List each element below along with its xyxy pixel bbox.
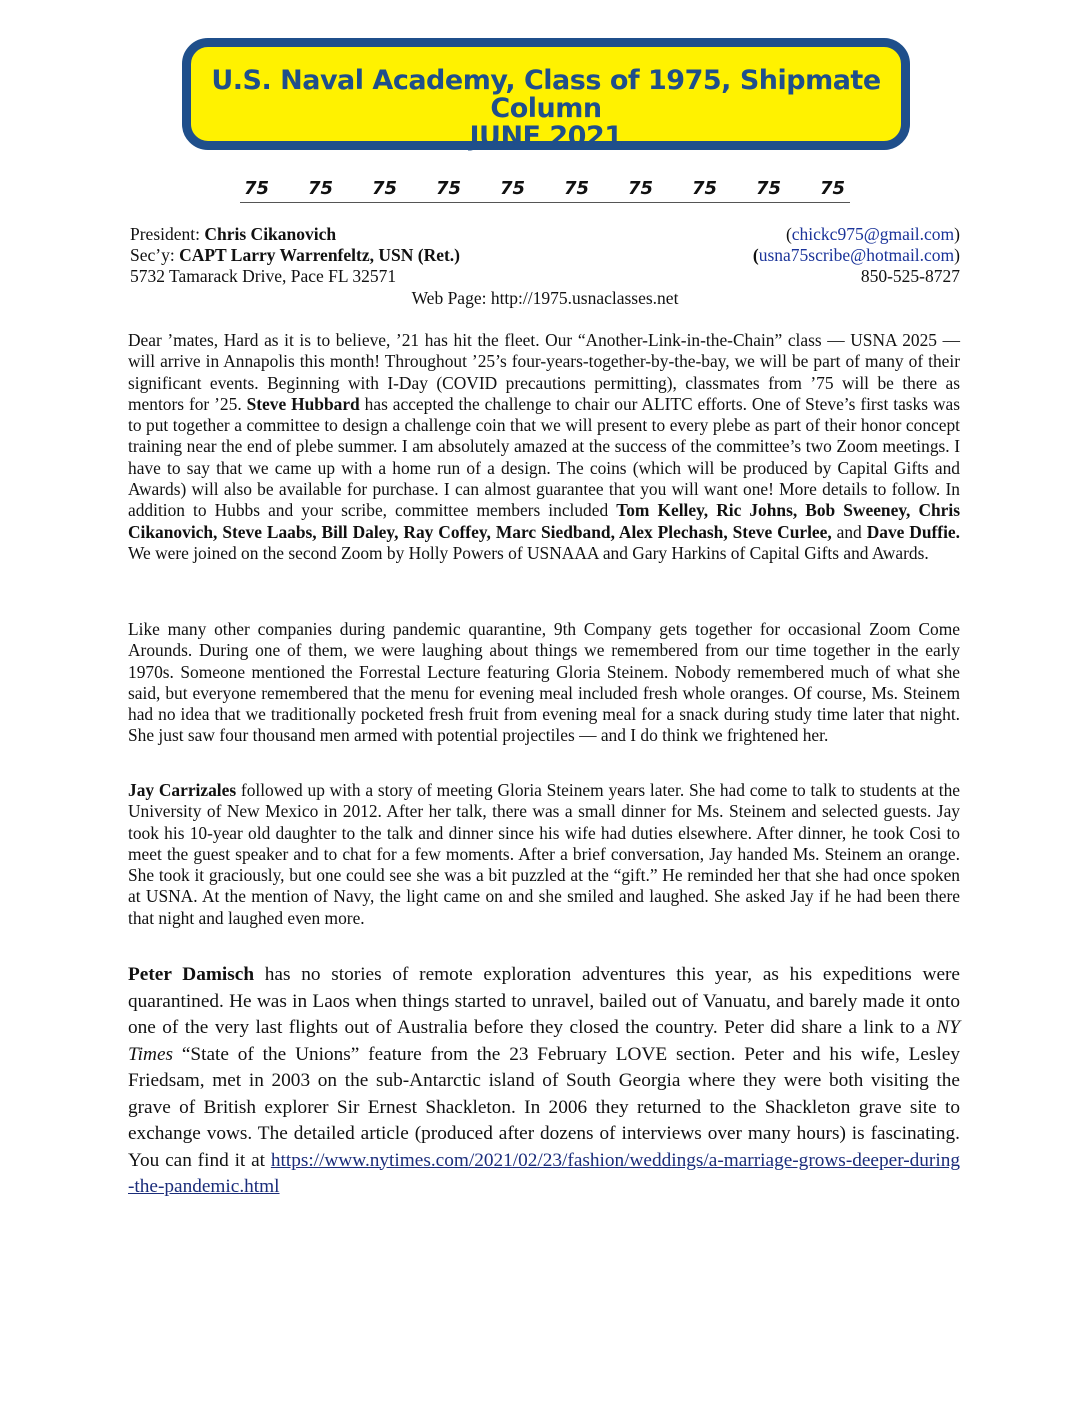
text-run: “State of the Unions” feature from the 23 February LOVE section. Peter and his wife, Lesley Friedsam, met in 2003 on the sub-Antarctic island of South Georgia where they were both visiting the grave of British explorer Sir Ernest Shackleton. In 2006 they returned to the Shackleton grave site to exchange vows. The detailed article (produced after dozens of interviews over many hours) is fascinating. You can find it at — [128, 1043, 960, 1171]
paragraph-alitc-committee — [128, 330, 960, 564]
phone-number: 850-525-8727 — [860, 266, 960, 286]
class-year-marker: 75 — [308, 178, 334, 199]
secretary-name: CAPT Larry Warrenfeltz, USN (Ret.) — [179, 245, 461, 265]
class-year-marker: 75 — [244, 178, 270, 199]
text-run: Dear ’mates, Hard as it is to believe, ’21 has hit the fleet. Our “Another-Link-in-the-Chain” class — USNA 2025 — will arrive in Annapolis this month! Throughout ’25’s four-years-together-by-the-bay, we will be part of many of their significant events. Beginning with I-Day (COVID precautions permitting), classmates from ’75 will be there as mentors for ’25. — [128, 330, 960, 414]
mailing-address: 5732 Tamarack Drive, Pace FL 32571 — [130, 266, 397, 286]
class-year-marker: 75 — [372, 178, 398, 199]
banner-date: JUNE 2021 — [469, 121, 623, 152]
banner-title: U.S. Naval Academy, Class of 1975, Shipmate Column — [211, 65, 881, 124]
class-year-marker: 75 — [628, 178, 654, 199]
class-year-marker: 75 — [436, 178, 462, 199]
address-line — [130, 266, 960, 287]
name-jay-carrizales: Jay Carrizales — [128, 780, 237, 800]
class-year-marker-row — [240, 178, 850, 203]
president-name: Chris Cikanovich — [204, 224, 337, 244]
committee-member-names: Tom Kelley, Ric Johns, Bob Sweeney, Chris Cikanovich, Steve Laabs, Bill Daley, Ray Coffey, Marc Siedband, Alex Plechash, Steve Curlee, — [128, 500, 960, 542]
president-label: President: — [130, 224, 205, 244]
text-run: has accepted the challenge to chair our ALITC efforts. One of Steve’s first tasks was to put together a committee to design a challenge coin that we will present to every plebe as part of their honor concept training near the end of plebe summer. I am absolutely amazed at the success of the committee’s two Zoom meetings. I have to say that we came up with a home run of a design. The coins (which will be produced by Capital Gifts and Awards) will also be available for purchase. I can almost guarantee that you will want one! More details to follow. In addition to Hubbs and your scribe, committee members included — [128, 393, 960, 521]
president-email-link[interactable]: chickc975@gmail.com — [791, 224, 955, 244]
class-year-marker: 75 — [500, 178, 526, 199]
paragraph-peter-damisch — [128, 962, 960, 1201]
name-peter-damisch: Peter Damisch — [128, 964, 255, 985]
secretary-email-link[interactable]: usna75scribe@hotmail.com — [758, 245, 955, 265]
nytimes-article-link[interactable]: https://www.nytimes.com/2021/02/23/fashion/weddings/a-marriage-grows-deeper-during-the-pandemic.html — [128, 1149, 960, 1197]
president-line — [130, 224, 960, 245]
secretary-line — [130, 245, 960, 266]
web-page-line: Web Page: http://1975.usnaclasses.net — [411, 288, 679, 308]
text-run: We were joined on the second Zoom by Holly Powers of USNAAA and Gary Harkins of Capital Gifts and Awards. — [128, 542, 929, 563]
secretary-email-wrap: (usna75scribe@hotmail.com) — [752, 245, 960, 265]
paragraph-jay-carrizales — [128, 780, 960, 929]
publication-title: NY Times — [128, 1017, 960, 1065]
class-year-marker: 75 — [692, 178, 718, 199]
paragraph-zoom-come-arounds: Like many other companies during pandemic quarantine, 9th Company gets together for occasional Zoom Come Arounds. During one of them, we were laughing about things we remembered from our time together in the early 1970s. Someone mentioned the Forrestal Lecture featuring Gloria Steinem. Nobody remembered much of what she said, but everyone remembered that the menu for evening meal included fresh whole oranges. Of course, Ms. Steinem had no idea that we traditionally pocketed fresh fruit from evening meal for a snack during study time later that night. She just saw four thousand men armed with potential projectiles — and I do think we frightened her. — [128, 619, 960, 746]
class-year-marker: 75 — [564, 178, 590, 199]
president-email-wrap: (chickc975@gmail.com) — [785, 224, 960, 244]
text-run: has no stories of remote exploration adventures this year, as his expeditions were quarantined. He was in Laos when things started to unravel, bailed out of Vanuatu, and barely made it onto one of the very last flights out of Australia before they closed the country. Peter did share a link to a — [128, 964, 960, 1038]
text-run: and — [831, 521, 867, 542]
name-dave-duffie: Dave Duffie. — [866, 521, 960, 542]
class-year-marker: 75 — [820, 178, 846, 199]
column-banner — [182, 38, 910, 150]
class-year-marker: 75 — [756, 178, 782, 199]
secretary-label: Sec’y: — [130, 245, 180, 265]
text-run: followed up with a story of meeting Gloria Steinem years later. She had come to talk to students at the University of New Mexico in 2012. After her talk, there was a small dinner for Ms. Steinem and selected guests. Jay took his 10-year old daughter to the talk and dinner since his wife had duties elsewhere. After dinner, he took Cosi to meet the guest speaker and to chat for a few moments. After a brief conversation, Jay handed Ms. Steinem an orange. She took it graciously, but one could see she was a bit puzzled at the “gift.” He reminded her that she had once spoken at USNA. At the mention of Navy, the light came on and she smiled and laughed. She asked Jay if he had been there that night and laughed even more. — [128, 780, 960, 928]
name-steve-hubbard: Steve Hubbard — [246, 393, 360, 414]
